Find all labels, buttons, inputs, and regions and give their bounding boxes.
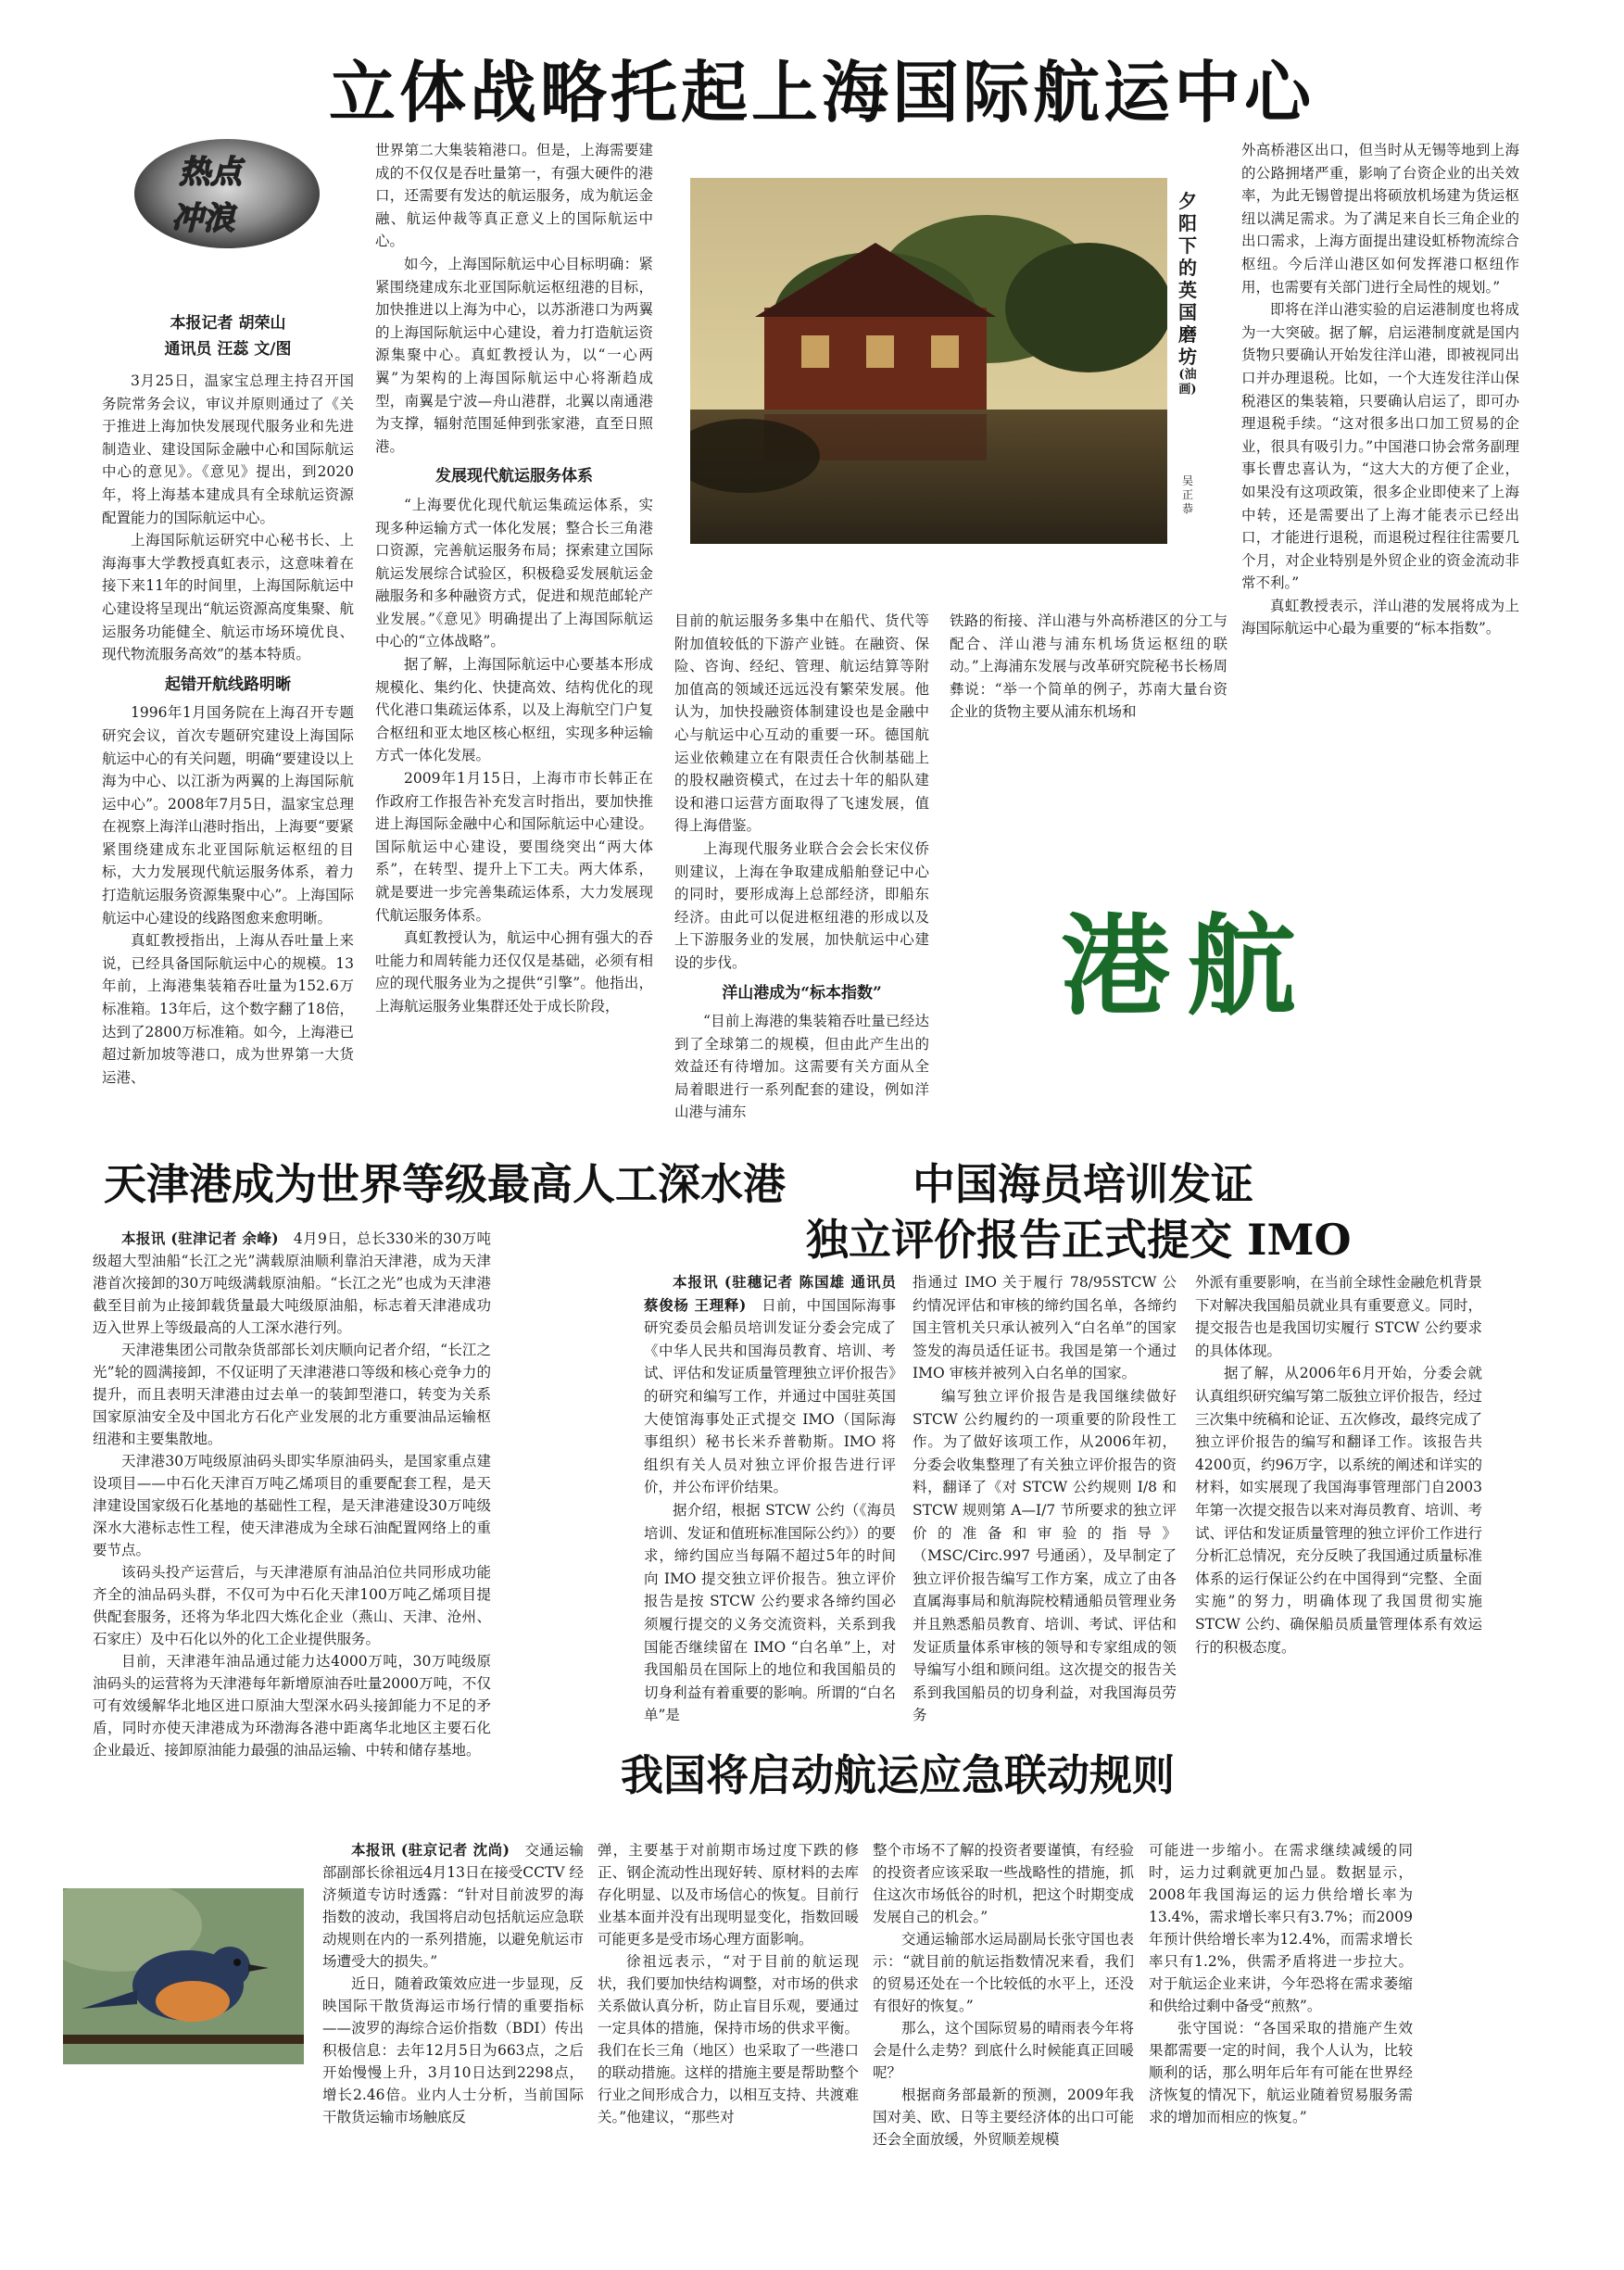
paragraph: 整个市场不了解的投资者要谨慎，有经验的投资者应该采取一些战略性的措施，抓住这次市场低谷的时机，把这个时期变成发展自己的机会。” <box>873 1842 1134 1925</box>
painting-artist: 吴正恭 <box>1181 474 1193 515</box>
main-article-col4 <box>950 610 1227 749</box>
paragraph <box>322 1839 584 1973</box>
emergency-col1 <box>322 1839 584 2219</box>
emergency-col2 <box>598 1839 859 2219</box>
painting-medium: (油画) <box>1178 368 1197 397</box>
paragraph: 根据商务部最新的预测，2009年我国对美、欧、日等主要经济体的出口可能还会全面放缓，外贸顺差规模 <box>873 2087 1134 2148</box>
paragraph: 弹，主要基于对前期市场过度下跌的修正、钢企流动性出现好转、原材料的去库存化明显、以及市场信心的恢复。目前行业基本面并没有出现明显变化，指数回暖可能更多是受市场心理方面影响。 <box>598 1842 859 1948</box>
painting-title: 夕阳下的英国磨坊 <box>1178 190 1197 368</box>
subheading: 洋山港成为“标本指数” <box>722 983 882 1003</box>
paragraph: 该码头投产运营后，与天津港原有油品泊位共同形成功能齐全的油品码头群，不仅可为中石化天津100万吨乙烯项目提供配套服务，还将为华北四大炼化企业（燕山、天津、沧州、石家庄）及中石化以外的化工企业提供服务。 <box>93 1564 491 1647</box>
main-article-col5 <box>1241 139 1519 755</box>
tianjin-byline: 本报讯 (驻津记者 余峰) <box>121 1230 279 1247</box>
paragraph: 交通运输部水运局副局长张守国也表示：“就目前的航运指数情况来看，我们的贸易还处在一个比较低的水平上，还没有很好的恢复。” <box>873 1931 1134 2014</box>
paragraph: 外派有重要影响，在当前全球性金融危机背景下对解决我国船员就业具有重要意义。同时，提交报告也是我国切实履行 STCW 公约要求的具体体现。 <box>1195 1274 1482 1359</box>
seafarer-headline-line1: 中国海员培训发证 <box>913 1159 1253 1209</box>
paragraph: “上海要优化现代航运集疏运体系，实现多种运输方式一体化发展；整合长三角港口资源，完善航运服务布局；探索建立国际航运发展综合试验区，积极稳妥发展航运金融服务和多种融资方式，促进和规范邮轮产业发展。”《意见》明确提出了上海国际航运中心的“立体战略”。 <box>375 496 653 650</box>
paragraph: 据了解，上海国际航运中心要基本形成规模化、集约化、快捷高效、结构优化的现代化港口集疏运体系，以及上海航空门户复合枢纽和亚太地区核心枢纽，实现多种运输方式一体化发展。 <box>375 656 653 764</box>
subheading: 起错开航线路明晰 <box>165 675 291 694</box>
hot-badge-line2: 冲浪 <box>171 200 234 237</box>
paragraph-text: 交通运输部副部长徐祖远4月13日在接受CCTV 经济频道专访时透露：“针对目前波罗的海指数的波动，我国将启动包括航运应急联动规则在内的一系列措施，以避免航运市场遭受大的损失。” <box>322 1842 584 1970</box>
paragraph: 天津港30万吨级原油码头即实华原油码头，是国家重点建设项目——中石化天津百万吨乙烯项目的重要配套工程，是天津建设国家级石化基地的基础性工程，是天津港建设30万吨级深水大港标志性工程，使天津港成为全球石油配置网络上的重要节点。 <box>93 1453 491 1558</box>
paragraph: 真虹教授认为，航运中心拥有强大的吞吐能力和周转能力还仅仅是基础，必须有相应的现代服务业为之提供“引擎”。他指出，上海航运服务业集群还处于成长阶段， <box>375 929 653 1015</box>
paragraph: 天津港集团公司散杂货部部长刘庆顺向记者介绍，“长江之光”轮的圆满接卸，不仅证明了天津港港口等级和核心竞争力的提升，而且表明天津港由过去单一的装卸型港口，转变为关系国家原油安全及中国北方石化产业发展的北方重要油品运输枢纽港和主要集散地。 <box>93 1342 491 1447</box>
main-article-col1 <box>102 310 354 1288</box>
subheading: 发展现代航运服务体系 <box>435 467 593 486</box>
paragraph: 铁路的衔接、洋山港与外高桥港区的分工与配合、洋山港与浦东机场货运枢纽的联动。”上海浦东发展与改革研究院秘书长杨周彝说：“举一个简单的例子，苏南大量台资企业的货物主要从浦东机场和 <box>950 612 1227 721</box>
paragraph: 外高桥港区出口，但当时从无锡等地到上海的公路拥堵严重，影响了台资企业的出关效率，为此无锡曾提出将硕放机场建为货运枢纽以满足需求。为了满足来自长三角企业的出口需求，上海方面提出建设虹桥物流综合枢纽。今后洋山港区如何发挥港口枢纽作用，也需要有关部门进行全局性的规划。” <box>1241 142 1519 296</box>
seafarer-col1 <box>644 1271 896 1734</box>
paragraph: 据了解，从2006年6月开始，分委会就认真组织研究编写第二版独立评价报告，经过三次集中统稿和论证、五次修改，最终完成了独立评价报告的编写和翻译工作。该报告共4200页，约96万字，以系统的阐述和详实的材料，如实展现了我国海事管理部门自2003年第一次提交报告以来对海员教育、培训、考试、评估和发证质量管理的独立评价工作进行分析汇总情况，充分反映了我国通过质量标准体系的运行保证公约在中国得到“完整、全面实施”的努力，明确体现了我国贯彻实施 STCW 公约、确保船员质量管理体系有效运行的积极态度。 <box>1195 1365 1482 1656</box>
paragraph: 世界第二大集装箱港口。但是，上海需要建成的不仅仅是吞吐量第一，有强大硬件的港口，还需要有发达的航运服务，成为航运金融、航运仲裁等真正意义上的国际航运中心。 <box>375 142 653 250</box>
paragraph <box>93 1228 491 1339</box>
tianjin-headline: 天津港成为世界等级最高人工深水港 <box>104 1159 786 1209</box>
section-logo: 港航 <box>1061 902 1314 1030</box>
paragraph: 3月25日，温家宝总理主持召开国务院常务会议，审议并原则通过了《关于推进上海加快发展现代服务业和先进制造业、建设国际金融中心和国际航运中心的意见》。《意见》提出，到2020年，将上海基本建成具有全球航运资源配置能力的国际航运中心。 <box>102 372 354 526</box>
main-headline: 立体战略托起上海国际航运中心 <box>329 53 1316 132</box>
paragraph: “目前上海港的集装箱吞吐量已经达到了全球第二的规模，但由此产生出的效益还有待增加。这需要有关方面从全局着眼进行一系列配套的建设，例如洋山港与浦东 <box>674 1013 929 1121</box>
emergency-headline: 我国将启动航运应急联动规则 <box>621 1750 1175 1800</box>
seafarer-col2 <box>913 1271 1177 1734</box>
paragraph: 徐祖远表示，“对于目前的航运现状，我们要加快结构调整，对市场的供求关系做认真分析，防止盲目乐观，要通过一定具体的措施，保持市场的供求平衡。我们在长三角（地区）也采取了一些港口的联动措施。这样的措施主要是帮助整个行业之间形成合力，以相互支持、共渡难关。”他建议，“那些对 <box>598 1953 859 2125</box>
bird-photo <box>63 1888 304 2064</box>
emergency-col4 <box>1149 1839 1413 2219</box>
paragraph-text: 4月9日，总长330米的30万吨级超大型油船“长江之光”满载原油顺利靠泊天津港，成为天津港首次接卸的30万吨级满载原油船。“长江之光”也成为天津港截至目前为止接卸载货量最大吨级原油船，标志着天津港成功迈入世界上等级最高的人工深水港行列。 <box>93 1230 491 1336</box>
paragraph: 2009年1月15日，上海市市长韩正在作政府工作报告补充发言时指出，要加快推进上海国际金融中心和国际航运中心建设。国际航运中心建设，要围绕突出“两大体系”，在转型、提升上下工夫。两大体系，就是要进一步完善集疏运体系，大力发展现代航运服务体系。 <box>375 770 653 924</box>
paragraph: 指通过 IMO 关于履行 78/95STCW 公约情况评估和审核的缔约国名单，各缔约国主管机关只承认被列入“白名单”的国家签发的海员适任证书。我国是第一个通过 IMO 审核并被列入白名单的国家。 <box>913 1274 1177 1382</box>
oil-painting-image <box>690 178 1167 544</box>
paragraph: 近日，随着政策效应进一步显现，反映国际干散货海运市场行情的重要指标——波罗的海综合运价指数（BDI）传出积极信息：去年12月5日为663点，之后开始慢慢上升，3月10日达到2298点，增长2.46倍。业内人士分析，当前国际干散货运输市场触底反 <box>322 1975 584 2125</box>
paragraph: 那么，这个国际贸易的晴雨表今年将会是什么走势？到底什么时候能真正回暖呢？ <box>873 2020 1134 2081</box>
paragraph-text: 日前，中国国际海事研究委员会船员培训发证分委会完成了《中华人民共和国海员教育、培训、考试、评估和发证质量管理独立评价报告》的研究和编写工作，并通过中国驻英国大使馆海事处正式提交 IMO（国际海事组织）秘书长米乔普勒斯。IMO 将组织有关人员对独立评价报告进行评价，并公布评价结果。 <box>644 1296 896 1496</box>
emergency-byline: 本报讯 (驻京记者 沈尚) <box>351 1841 510 1859</box>
paragraph: 1996年1月国务院在上海召开专题研究会议，首次专题研究建设上海国际航运中心的有关问题，明确“要建设以上海为中心、以江浙为两翼的上海国际航运中心”。2008年7月5日，温家宝总理在视察上海洋山港时指出，上海要“要紧紧围绕建成东北亚国际航运枢纽的目标，大力发展现代航运服务体系，着力打造航运服务资源集聚中心”。上海国际航运中心建设的线路图愈来愈明晰。 <box>102 704 354 927</box>
paragraph: 如今，上海国际航运中心目标明确：紧紧围绕建成东北亚国际航运枢纽港的目标，加快推进以上海为中心，以苏浙港口为两翼的上海国际航运中心建设，着力打造航运资源集聚中心。真虹教授认为，以“一心两翼”为架构的上海国际航运中心将渐趋成型，南翼是宁波—舟山港群，北翼以南通港为支撑，辐射范围延伸到张家港，直至日照港。 <box>375 255 653 455</box>
paragraph: 真虹教授指出，上海从吞吐量上来说，已经具备国际航运中心的规模。13年前，上海港集装箱吞吐量为152.6万标准箱。13年后，这个数字翻了18倍，达到了2800万标准箱。如今，上海港已超过新加坡等港口，成为世界第一大货运港、 <box>102 932 354 1086</box>
painting-caption-title <box>1175 190 1201 397</box>
paragraph: 真虹教授表示，洋山港的发展将成为上海国际航运中心最为重要的“标本指数”。 <box>1241 597 1519 637</box>
tianjin-article <box>93 1228 491 1830</box>
paragraph: 编写独立评价报告是我国继续做好 STCW 公约履约的一项重要的阶段性工作。为了做好该项工作，从2006年初，分委会收集整理了有关独立评价报告的资料，翻译了《对 STCW 公约规则 I/8 和 STCW 规则第 A—I/7 节所要求的独立评价的准备和审验的指导》（MSC/Circ.997 号通函），及早制定了独立评价报告编写工作方案，成立了由各直属海事局和航海院校精通船员管理业务并且熟悉船员教育、培训、考试、评估和发证质量体系审核的领导和专家组成的领导编写小组和顾问组。这次提交的报告关系到我国船员的切身利益，对我国海员劳务 <box>913 1387 1177 1724</box>
hot-topic-badge <box>134 139 320 248</box>
paragraph: 目前的航运服务多集中在船代、货代等附加值较低的下游产业链。在融资、保险、咨询、经纪、管理、航运结算等附加值高的领域还远远没有繁荣发展。他认为，加快投融资体制建设也是金融中心与航运中心互动的重要一环。德国航运业依赖建立在有限责任合伙制基础上的股权融资模式，在过去十年的船队建设和港口运营方面取得了飞速发展，值得上海借鉴。 <box>674 612 929 835</box>
paragraph: 上海现代服务业联合会会长宋仪侨则建议，上海在争取建成船舶登记中心的同时，要形成海上总部经济，即船东经济。由此可以促进枢纽港的形成以及上下游服务业的发展，加快航运中心建设的步伐。 <box>674 839 929 971</box>
main-byline-reporter: 本报记者 胡荣山 <box>170 314 286 333</box>
paragraph: 目前，天津港年油品通过能力达4000万吨，30万吨级原油码头的运营将为天津港每年新增原油吞吐量2000万吨，不仅可有效缓解华北地区进口原油大型深水码头接卸能力不足的矛盾，同时亦使天津港成为环渤海各港中距离华北地区主要石化企业最近、接卸原油能力最强的油品运输、中转和储存基地。 <box>93 1653 491 1759</box>
paragraph: 张守国说：“各国采取的措施产生效果都需要一定的时间，我个人认为，比较顺利的话，那么明年后年有可能在世界经济恢复的情况下，航运业随着贸易服务需求的增加而相应的恢复。” <box>1149 2020 1413 2125</box>
emergency-col3 <box>873 1839 1134 2219</box>
paragraph <box>644 1271 896 1499</box>
paragraph: 据介绍，根据 STCW 公约（《海员培训、发证和值班标准国际公约》）的要求，缔约国应当每隔不超过5年的时间向 IMO 提交独立评价报告。独立评价报告是按 STCW 公约要求各缔约国必须履行提交的义务交流资料，关系到我国能否继续留在 IMO “白名单”上，对我国船员在国际上的地位和我国船员的切身利益有着重要的影响。所谓的“白名单”是 <box>644 1501 896 1724</box>
main-article-col2 <box>375 139 653 1288</box>
main-byline-correspondent: 通讯员 汪蕊 文/图 <box>164 340 292 359</box>
seafarer-byline: 本报讯 (驻穗记者 陈国雄 通讯员 蔡俊杨 王理释) <box>644 1273 896 1314</box>
paragraph: 上海国际航运研究中心秘书长、上海海事大学教授真虹表示，这意味着在接下来11年的时间里，上海国际航运中心建设将呈现出“航运资源高度集聚、航运服务功能健全、航运市场环境优良、现代物流服务高效”的基本特质。 <box>102 532 354 663</box>
seafarer-col3 <box>1195 1271 1482 1734</box>
paragraph: 可能进一步缩小。在需求继续减缓的同时，运力过剩就更加凸显。数据显示，2008年我国海运的运力供给增长率为13.4%，需求增长率只有3.7%；而2009年预计供给增长率为12.4%，而需求增长率只有1.2%，供需矛盾将进一步拉大。对于航运企业来讲，今年恐将在需求萎缩和供给过剩中备受“煎熬”。 <box>1149 1842 1413 2014</box>
paragraph: 即将在洋山港实验的启运港制度也将成为一大突破。据了解，启运港制度就是国内货物只要确认开始发往洋山港，即被视同出口并办理退税。比如，一个大连发往洋山保税港区的集装箱，只要确认启运了，即可办理退税手续。“这对很多出口加工贸易的企业，很具有吸引力。”中国港口协会常务副理事长曹忠喜认为，“这大大的方便了企业，如果没有这项政策，很多企业即使来了上海中转，还是需要出了上海才能表示已经出口，才能进行退税，而退税过程往往需要几个月，对企业特别是外贸企业的资金流动非常不利。” <box>1241 301 1519 592</box>
hot-badge-line1: 热点 <box>179 154 242 191</box>
seafarer-headline-line2: 独立评价报告正式提交 IMO <box>806 1215 1352 1265</box>
